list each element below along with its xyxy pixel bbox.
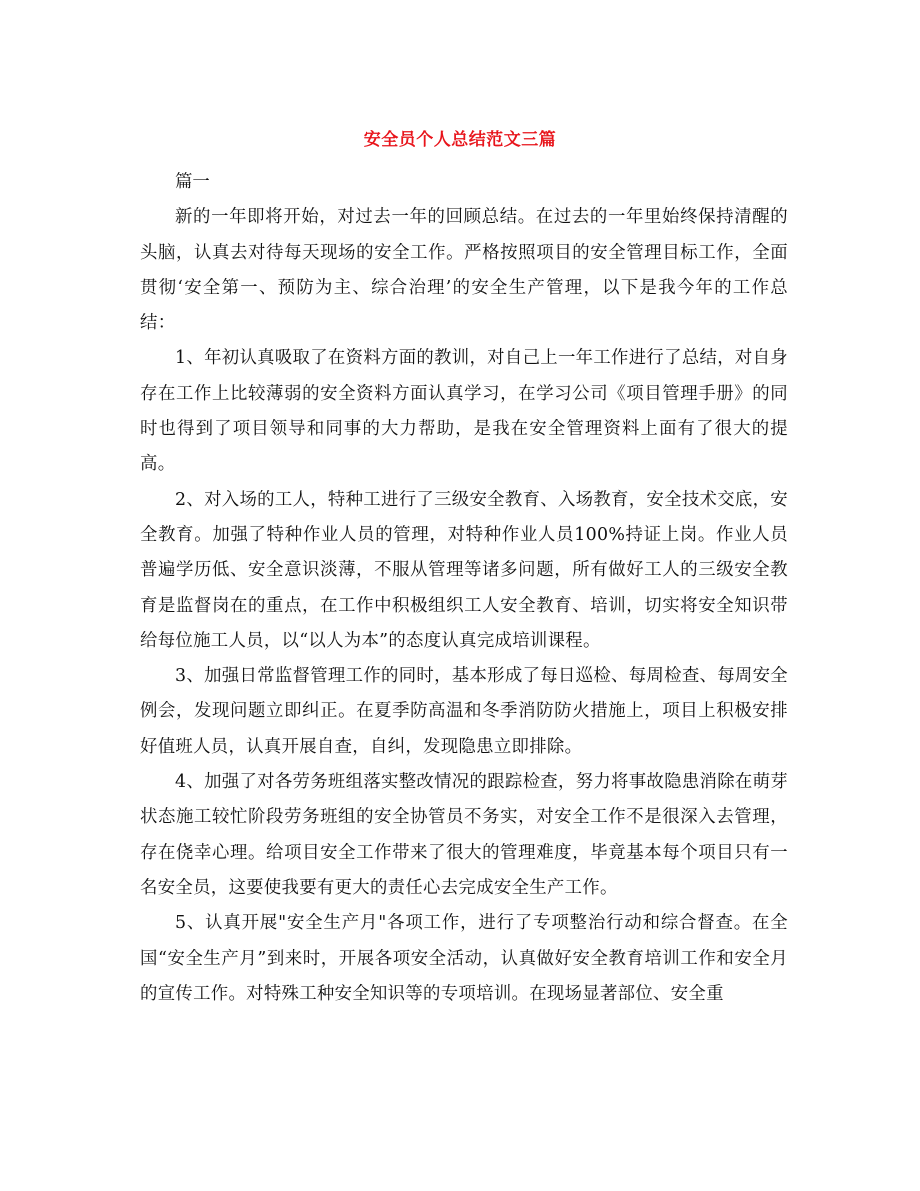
paragraph-intro: 新的一年即将开始，对过去一年的回顾总结。在过去的一年里始终保持清醒的头脑，认真去对待每天现场的安全工作。严格按照项目的安全管理目标工作，全面贯彻‘安全第一、预防为主、综合治理’的安全生产管理，以下是我今年的工作总结： [140, 207, 788, 334]
paragraph-item-2: 2、对入场的工人，特种工进行了三级安全教育、入场教育，安全技术交底，安全教育。加强了特种作业人员的管理，对特种作业人员100%持证上岗。作业人员普遍学历低、安全意识淡薄，不服从管理等诸多问题，所有做好工人的三级安全教育是监督岗在的重点，在工作中积极组织工人安全教育、培训，切实将安全知识带给每位施工人员，以“以人为本”的态度认真完成培训课程。 [140, 489, 788, 651]
document-title: 安全员个人总结范文三篇 [363, 130, 557, 150]
paragraph-item-4: 4、加强了对各劳务班组落实整改情况的跟踪检查，努力将事故隐患消除在萌芽状态施工较忙阶段劳务班组的安全协管员不务实，对安全工作不是很深入去管理，存在侥幸心理。给项目安全工作带来了很大的管理难度，毕竟基本每个项目只有一名安全员，这要使我要有更大的责任心去完成安全生产工作。 [140, 772, 788, 898]
paragraph-item-3: 3、加强日常监督管理工作的同时，基本形成了每日巡检、每周检查、每周安全例会，发现问题立即纠正。在夏季防高温和冬季消防防火措施上，项目上积极安排好值班人员，认真开展自查，自纠，发现隐患立即排除。 [140, 666, 788, 757]
document-body [140, 165, 788, 1012]
section-heading: 篇一 [175, 172, 210, 192]
paragraph-item-5: 5、认真开展"安全生产月"各项工作，进行了专项整治行动和综合督查。在全国“安全生产月”到来时，开展各项安全活动，认真做好安全教育培训工作和安全月的宣传工作。对特殊工种安全知识等的专项培训。在现场显著部位、安全重 [140, 913, 788, 1004]
paragraph-item-1: 1、年初认真吸取了在资料方面的教训，对自己上一年工作进行了总结，对自身存在工作上比较薄弱的安全资料方面认真学习，在学习公司《项目管理手册》的同时也得到了项目领导和同事的大力帮助，是我在安全管理资料上面有了很大的提高。 [140, 348, 788, 475]
